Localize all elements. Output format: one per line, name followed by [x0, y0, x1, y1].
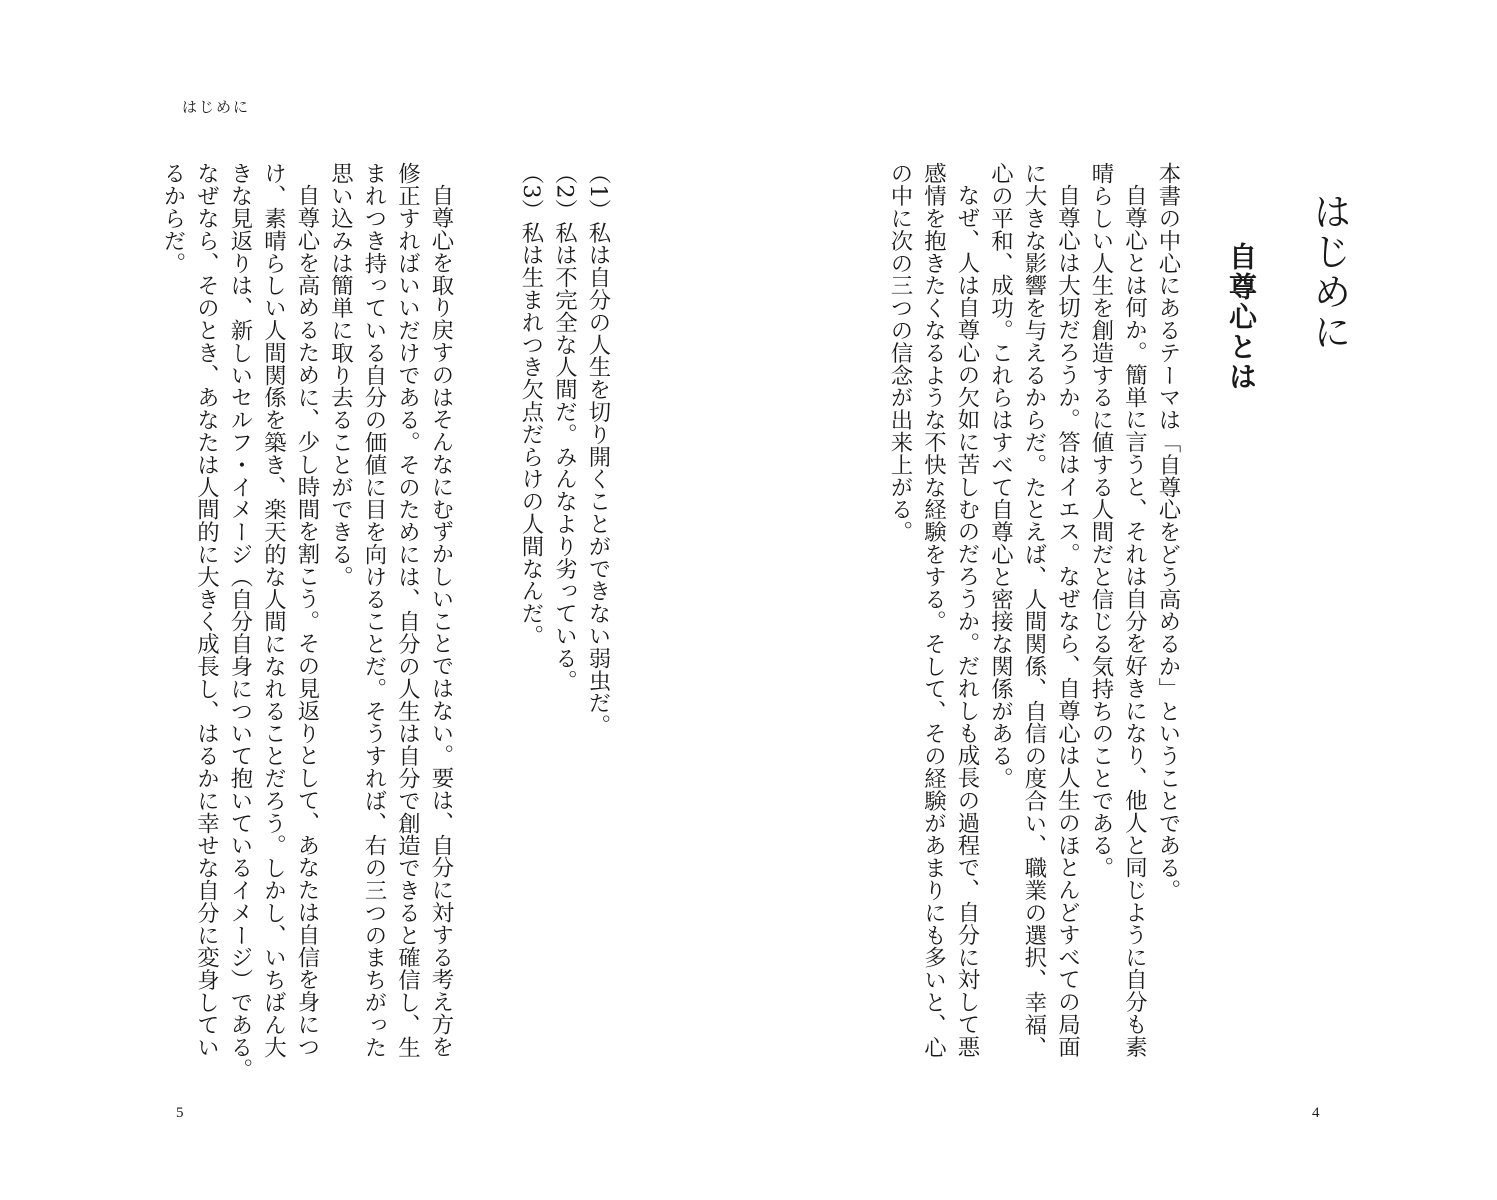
body-line: 晴らしい人生を創造するに値する人間だと信じる気持ちのことである。	[1088, 162, 1114, 879]
belief-item: （1）私は自分の人生を切り開くことができない弱虫だ。	[585, 162, 611, 737]
body-line: け、素晴らしい人間関係を築き、楽天的な人間になれることだろう。しかし、いちばん大	[260, 162, 287, 1058]
right-page-body	[883, 162, 1185, 1102]
belief-item: （2）私は不完全な人間だ。みんなより劣っている。	[551, 162, 578, 692]
body-line: の中に次の三つの信念が出来上がる。	[887, 162, 913, 543]
beliefs-list	[514, 162, 615, 736]
body-line: 思い込みは簡単に取り去ることができる。	[327, 162, 354, 588]
body-line: 自尊心とは何か。簡単に言うと、それは自分を好きになり、他人と同じように自分も素	[1121, 184, 1148, 1058]
chapter-title: はじめに	[1307, 192, 1351, 352]
body-line: るからだ。	[160, 162, 186, 274]
body-line: まれつき持っている自分の価値に目を向けることだ。そうすれば、右の三つのまちがった	[361, 162, 387, 1058]
body-line: 心の平和、成功。これらはすべて自尊心と密接な関係がある。	[987, 162, 1014, 790]
page-number-left: 5	[176, 1105, 184, 1121]
body-line: 修正すればいいだけである。そのためには、自分の人生は自分で創造できると確信し、生	[394, 162, 421, 1058]
body-line: 自尊心を高めるために、少し時間を割こう。その見返りとして、あなたは自信を身につ	[294, 184, 320, 1058]
body-line: 自尊心は大切だろうか。答はイエス。なぜなら、自尊心は人生のほとんどすべての局面	[1054, 184, 1081, 1058]
body-line: 自尊心を取り戻すのはそんなにむずかしいことではない。要は、自分に対する考え方を	[428, 184, 454, 1058]
body-line: なぜなら、そのとき、あなたは人間的に大きく成長し、はるかに幸せな自分に変身してい	[193, 162, 220, 1058]
body-line: 本書の中心にあるテーマは「自尊心をどう高めるか」ということである。	[1155, 162, 1181, 902]
belief-item: （3）私は生まれつき欠点だらけの人間なんだ。	[518, 162, 544, 647]
body-line: 感情を抱きたくなるような不快な経験をする。そして、その経験があまりにも多いと、心	[920, 162, 947, 1058]
running-head: はじめに	[182, 98, 251, 116]
page-number-right: 4	[1312, 1105, 1320, 1121]
left-page-body	[156, 162, 458, 1102]
section-title: 自尊心とは	[1225, 242, 1258, 392]
body-line: なぜ、人は自尊心の欠如に苦しむのだろうか。だれしも成長の過程で、自分に対して悪	[954, 184, 980, 1058]
body-line: に大きな影響を与えるからだ。たとえば、人間関係、自信の度合い、職業の選択、幸福、	[1021, 162, 1047, 1058]
body-line: きな見返りは、新しいセルフ・イメージ（自分自身について抱いているイメージ）である。	[227, 162, 253, 1081]
